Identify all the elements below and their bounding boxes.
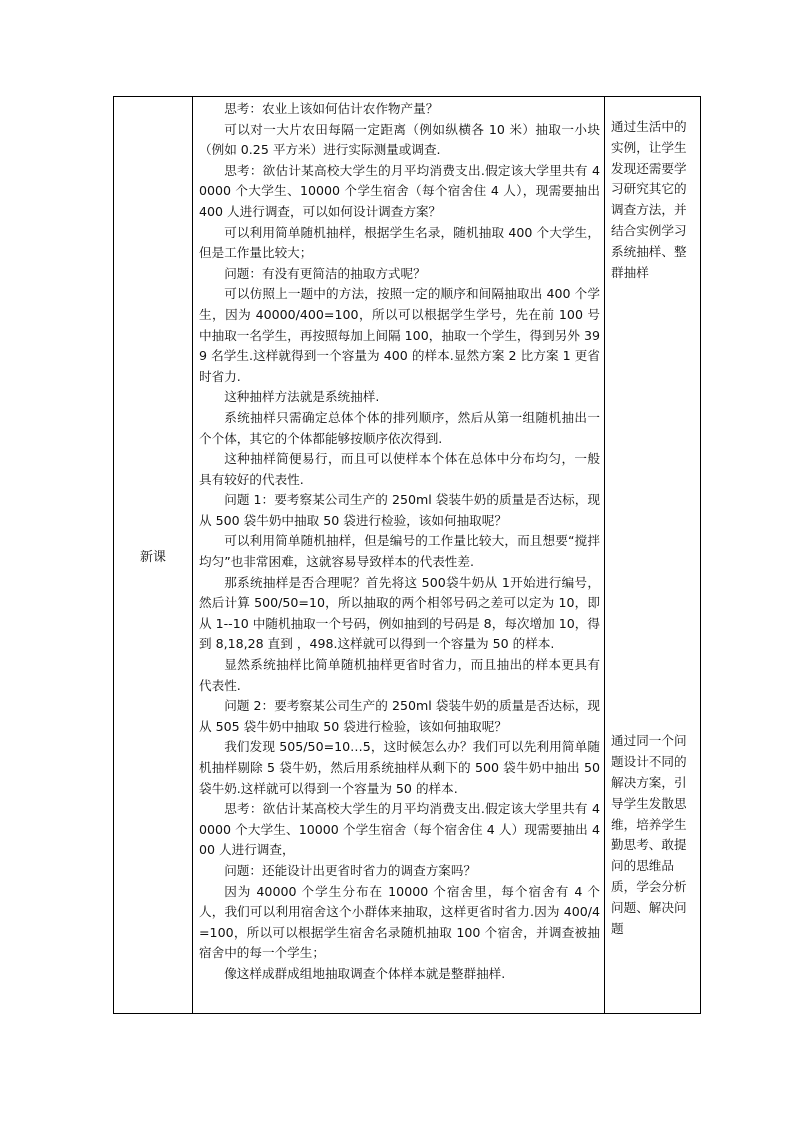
lesson-plan-table bbox=[113, 96, 701, 1014]
content-paragraph: 因为 40000 个学生分布在 10000 个宿舍里，每个宿舍有 4 个人，我们可以利用宿舍这个小群体来抽取，这样更省时省力.因为 400/4=100，所以可以根据学生宿舍名录随机抽取 100 个宿舍，并调查被抽宿舍中的每一个学生； bbox=[199, 883, 600, 961]
intent-note: 通过同一个问题设计不同的解决方案，引导学生发散思维，培养学生勤思考、敢提问的思维品质，学会分析问题、解决问题 bbox=[611, 733, 687, 936]
content-paragraph: 思考：欲估计某高校大学生的月平均消费支出.假定该大学里共有 40000 个大学生、10000 个学生宿舍（每个宿舍住 4 人），现需要抽出 400 人进行调查，可以如何设计调查方案？ bbox=[199, 162, 600, 219]
content-paragraph: 这种抽样方法就是系统抽样. bbox=[224, 389, 380, 405]
content-paragraph: 问题：有没有更简洁的抽取方式呢？ bbox=[224, 265, 426, 281]
content-paragraph: 系统抽样只需确定总体个体的排列顺序，然后从第一组随机抽出一个个体，其它的个体都能够按顺序依次得到. bbox=[199, 409, 600, 446]
section-label-cell bbox=[114, 97, 193, 1014]
content-paragraph: 那系统抽样是否合理呢？首先将这 500袋牛奶从 1开始进行编号，然后计算 500/50=10，所以抽取的两个相邻号码之差可以定为 10，即从 1--10 中随机抽取一个号码，例如抽到的号码是 8，每次增加 10，得到 8,18,28 直到 ，498.这样就可以得到一个容量为 50 的样本. bbox=[199, 574, 600, 652]
section-label: 新课 bbox=[139, 549, 166, 565]
table-row bbox=[114, 97, 701, 1014]
intent-note: 通过生活中的实例，让学生发现还需要学习研究其它的调查方法，并结合实例学习系统抽样、整群抽样 bbox=[611, 119, 687, 280]
content-cell bbox=[193, 97, 605, 1014]
content-paragraph: 显然系统抽样比简单随机抽样更省时省力，而且抽出的样本更具有代表性. bbox=[199, 657, 600, 693]
content-paragraph: 可以利用简单随机抽样，但是编号的工作量比较大，而且想要“搅拌均匀”也非常困难，这就容易导致样本的代表性差. bbox=[199, 533, 600, 570]
content-paragraph: 思考：欲估计某高校大学生的月平均消费支出.假定该大学里共有 40000 个大学生、10000 个学生宿舍（每个宿舍住 4 人）现需要抽出 400 人进行调查， bbox=[199, 801, 600, 858]
content-paragraph: 问题 2：要考察某公司生产的 250ml 袋装牛奶的质量是否达标，现从 505 袋牛奶中抽取 50 袋进行检验，该如何抽取呢？ bbox=[199, 698, 600, 734]
content-paragraph: 这种抽样简便易行，而且可以使样本个体在总体中分布均匀，一般具有较好的代表性. bbox=[199, 451, 600, 487]
content-paragraph: 我们发现 505/50=10…5，这时候怎么办？我们可以先利用简单随机抽样剔除 5 袋牛奶，然后用系统抽样从剩下的 500 袋牛奶中抽出 50 袋牛奶.这样就可以得到一个容量为 50 的样本. bbox=[199, 739, 600, 796]
content-paragraph: 问题：还能设计出更省时省力的调查方案吗？ bbox=[224, 862, 477, 878]
content-paragraph: 可以利用简单随机抽样，根据学生名录，随机抽取 400 个大学生，但是工作量比较大； bbox=[199, 224, 600, 261]
content-paragraph: 问题 1：要考察某公司生产的 250ml 袋装牛奶的质量是否达标，现从 500 袋牛奶中抽取 50 袋进行检验，该如何抽取呢？ bbox=[199, 492, 600, 528]
content-paragraph: 像这样成群成组地抽取调查个体样本就是整群抽样. bbox=[224, 965, 506, 981]
intent-cell bbox=[605, 97, 701, 1014]
content-paragraph: 思考：农业上该如何估计农作物产量？ bbox=[224, 101, 439, 116]
content-paragraph: 可以对一大片农田每隔一定距离（例如纵横各 10 米）抽取一小块（例如 0.25 平方米）进行实际测量或调查. bbox=[199, 121, 600, 158]
content-paragraph: 可以仿照上一题中的方法，按照一定的顺序和间隔抽取出 400 个学生，因为 40000/400=100，所以可以根据学生学号，先在前 100 号中抽取一名学生，再按照每加上间隔 100，抽取一个学生，得到另外 399 名学生.这样就得到一个容量为 400 的样本.显然方案 2 比方案 1 更省时省力. bbox=[199, 286, 600, 384]
